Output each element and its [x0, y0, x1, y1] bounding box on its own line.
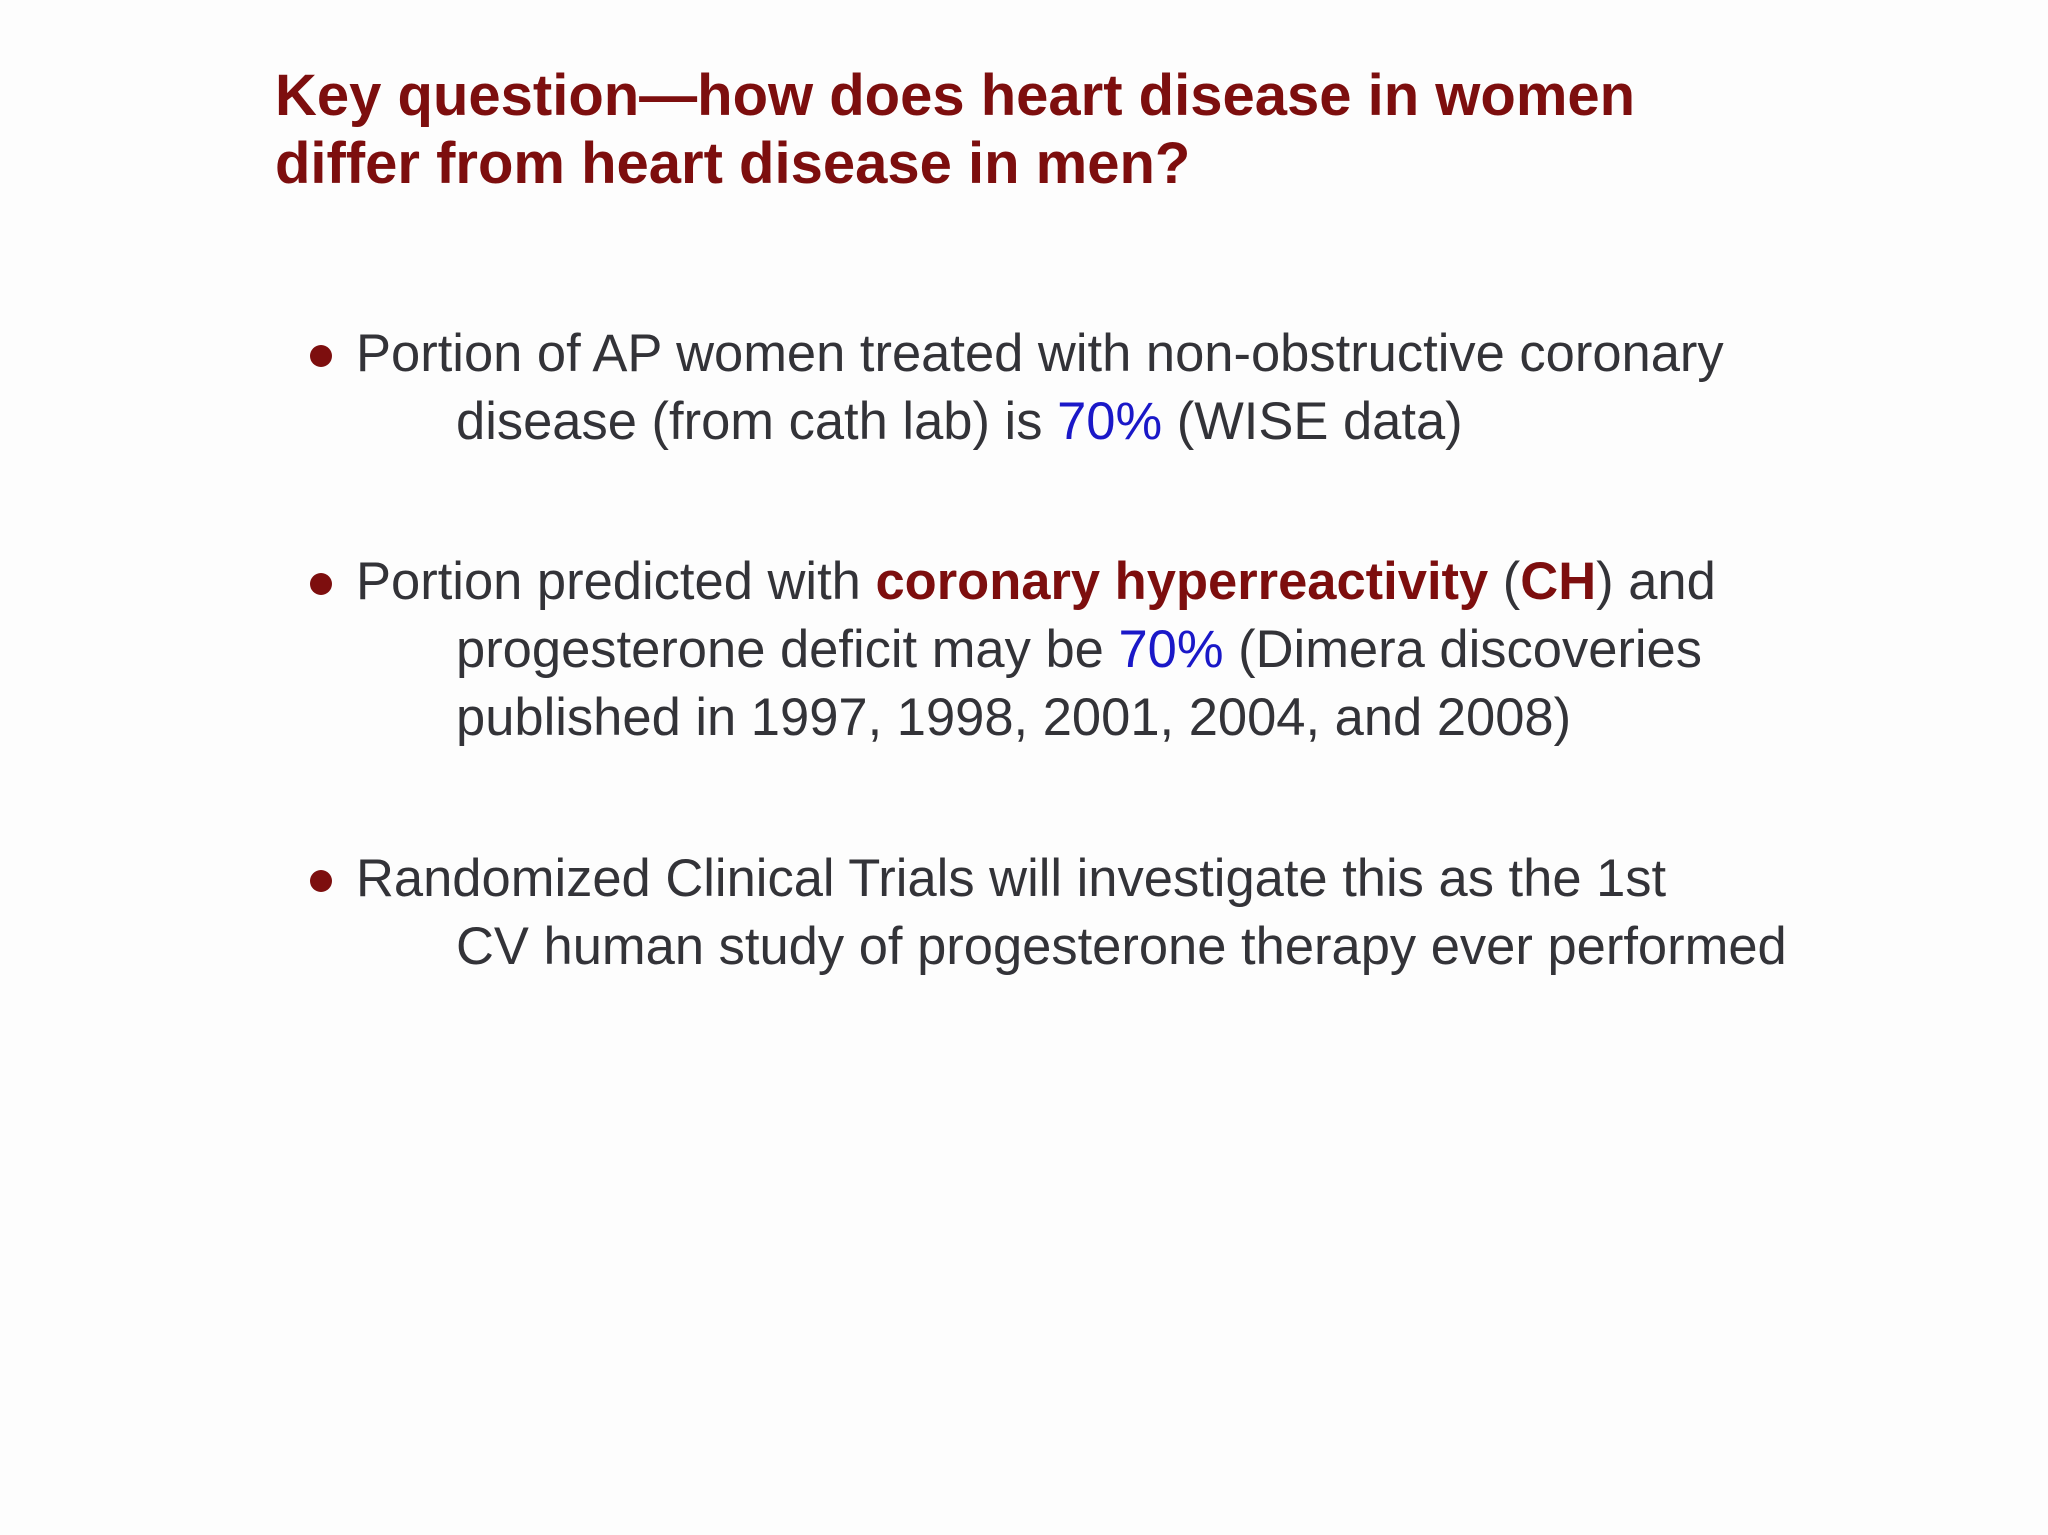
bullet-line	[356, 388, 2016, 456]
bullet-line: CV human study of progesterone therapy ever performed	[456, 917, 1787, 976]
bullet-dot-icon	[310, 345, 332, 367]
emphasis-abbreviation: CH	[1520, 552, 1597, 611]
bullet-text-segment: (WISE data)	[1162, 392, 1463, 451]
highlight-percentage: 70%	[1057, 392, 1163, 451]
bullet-line	[356, 548, 2016, 616]
emphasis-term: coronary hyperreactivity	[875, 552, 1489, 611]
slide-title-line-2: differ from heart disease in men?	[275, 131, 1191, 196]
slide-title	[275, 62, 1775, 198]
bullet-text-segment: Portion predicted with	[356, 552, 876, 611]
bullet-text	[356, 548, 2016, 752]
bullet-text	[356, 320, 2016, 456]
bullet-text-segment: (	[1488, 552, 1521, 611]
bullet-line: published in 1997, 1998, 2001, 2004, and 2008)	[456, 688, 1572, 747]
bullet-text-segment: (Dimera discoveries	[1223, 620, 1702, 679]
bullet-text-segment: disease (from cath lab) is	[456, 392, 1058, 451]
bullet-text-segment: progesterone deficit may be	[456, 620, 1119, 679]
bullet-text	[356, 845, 2016, 981]
slide-title-line-1: Key question—how does heart disease in women	[275, 63, 1636, 128]
bullet-line	[356, 616, 2016, 684]
highlight-percentage: 70%	[1118, 620, 1224, 679]
bullet-dot-icon	[310, 573, 332, 595]
bullet-text-segment: ) and	[1596, 552, 1716, 611]
bullet-dot-icon	[310, 870, 332, 892]
bullet-line: Portion of AP women treated with non-obstructive coronary	[356, 324, 1724, 383]
bullet-line: Randomized Clinical Trials will investigate this as the 1st	[356, 849, 1667, 908]
